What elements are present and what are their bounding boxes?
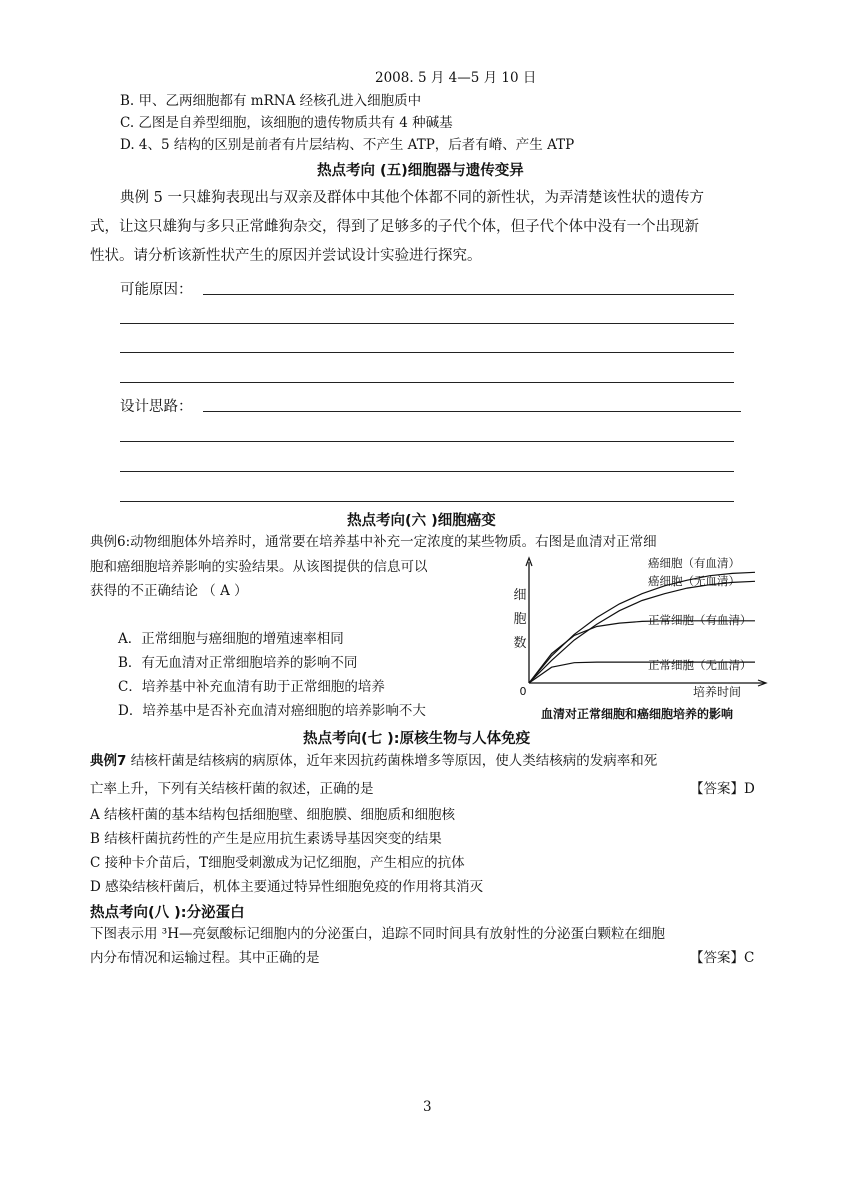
section8-line1: 下图表示用 ³H—亮氨酸标记细胞内的分泌蛋白，追踪不同时间具有放射性的分泌蛋白颗粒在细胞 xyxy=(90,926,665,942)
series-label-1: 癌细胞（有血清） xyxy=(648,556,740,570)
section7-line1 xyxy=(90,752,657,770)
answer-line xyxy=(120,501,734,502)
x-axis-label: 培养时间 xyxy=(692,685,742,699)
answer-line xyxy=(120,441,734,442)
section5-line3: 性状。请分析该新性状产生的原因并尝试设计实验进行探究。 xyxy=(90,248,482,264)
prev-option-d: D. 4、5 结构的区别是前者有片层结构、不产生 ATP，后者有嵴、产生 ATP xyxy=(120,137,575,153)
chart-title: 血清对正常细胞和癌细胞培养的影响 xyxy=(540,707,734,721)
section7-answer: 【答案】D xyxy=(690,781,755,797)
origin-label: 0 xyxy=(519,685,527,698)
section7-option-b: B 结核杆菌抗药性的产生是应用抗生素诱导基因突变的结果 xyxy=(90,831,442,847)
prev-option-c: C. 乙图是自养型细胞，该细胞的遗传物质共有 4 种碱基 xyxy=(120,115,453,131)
series-label-2: 癌细胞（无血清） xyxy=(648,574,740,588)
page-number: 3 xyxy=(423,1099,432,1115)
answer-line xyxy=(203,294,734,295)
section8-answer: 【答案】C xyxy=(690,950,755,966)
y-axis-label-char: 细 xyxy=(513,588,527,603)
y-axis-label-char: 数 xyxy=(513,636,527,651)
reason-label: 可能原因： xyxy=(120,282,193,298)
y-axis-label-char: 胞 xyxy=(513,612,527,627)
section7-title: 热点考向(七 ):原核生物与人体免疫 xyxy=(303,731,531,747)
section5-line1: 典例 5 一只雄狗表现出与双亲及群体中其他个体都不同的新性状，为弄清楚该性状的遗传方 xyxy=(120,190,704,206)
section6-title: 热点考向(六 )细胞癌变 xyxy=(347,513,496,529)
series-label-4: 正常细胞（无血清） xyxy=(648,658,752,672)
section6-option-b: B．有无血清对正常细胞培养的影响不同 xyxy=(118,655,358,671)
section7-option-a: A 结核杆菌的基本结构包括细胞壁、细胞膜、细胞质和细胞核 xyxy=(90,807,456,823)
section5-title: 热点考向 (五)细胞器与遗传变异 xyxy=(317,163,524,179)
series-label-3: 正常细胞（有血清） xyxy=(648,613,752,627)
section7-option-d: D 感染结核杆菌后，机体主要通过特异性细胞免疫的作用将其消灭 xyxy=(90,879,484,895)
section7-option-c: C 接种卡介苗后，T细胞受刺激成为记忆细胞，产生相应的抗体 xyxy=(90,855,465,871)
section6-line2: 胞和癌细胞培养影响的实验结果。从该图提供的信息可以 xyxy=(90,559,428,575)
header-date: 2008. 5 月 4—5 月 10 日 xyxy=(375,70,537,86)
answer-line xyxy=(120,323,734,324)
section8-line2: 内分布情况和运输过程。其中正确的是 xyxy=(90,950,320,966)
section6-option-a: A．正常细胞与癌细胞的增殖速率相同 xyxy=(118,631,344,647)
chart-labels xyxy=(513,556,751,721)
section6-line3: 获得的不正确结论 （ A ） xyxy=(90,583,248,599)
section7-line2: 亡率上升，下列有关结核杆菌的叙述，正确的是 xyxy=(90,781,374,797)
section8-title: 热点考向(八 ):分泌蛋白 xyxy=(90,905,245,921)
design-label: 设计思路： xyxy=(120,399,193,415)
answer-line xyxy=(120,471,734,472)
section6-line1: 典例6:动物细胞体外培养时，通常要在培养基中补充一定浓度的某些物质。右图是血清对正常细 xyxy=(90,534,657,550)
section6-option-d: D．培养基中是否补充血清对癌细胞的培养影响不大 xyxy=(118,703,426,719)
answer-line xyxy=(120,382,734,383)
example7-label: 典例7 xyxy=(90,753,127,769)
serum-effect-chart xyxy=(500,552,775,724)
section5-line2: 式，让这只雄狗与多只正常雌狗杂交，得到了足够多的子代个体，但子代个体中没有一个出现新 xyxy=(90,219,699,235)
prev-option-b: B. 甲、乙两细胞都有 mRNA 经核孔进入细胞质中 xyxy=(120,93,422,109)
section7-stem-part1: 结核杆菌是结核病的病原体，近年来因抗药菌株增多等原因，使人类结核病的发病率和死 xyxy=(126,753,658,769)
series-line-3 xyxy=(529,621,755,683)
answer-line xyxy=(120,352,734,353)
section6-option-c: C．培养基中补充血清有助于正常细胞的培养 xyxy=(118,679,385,695)
answer-line xyxy=(203,411,741,412)
